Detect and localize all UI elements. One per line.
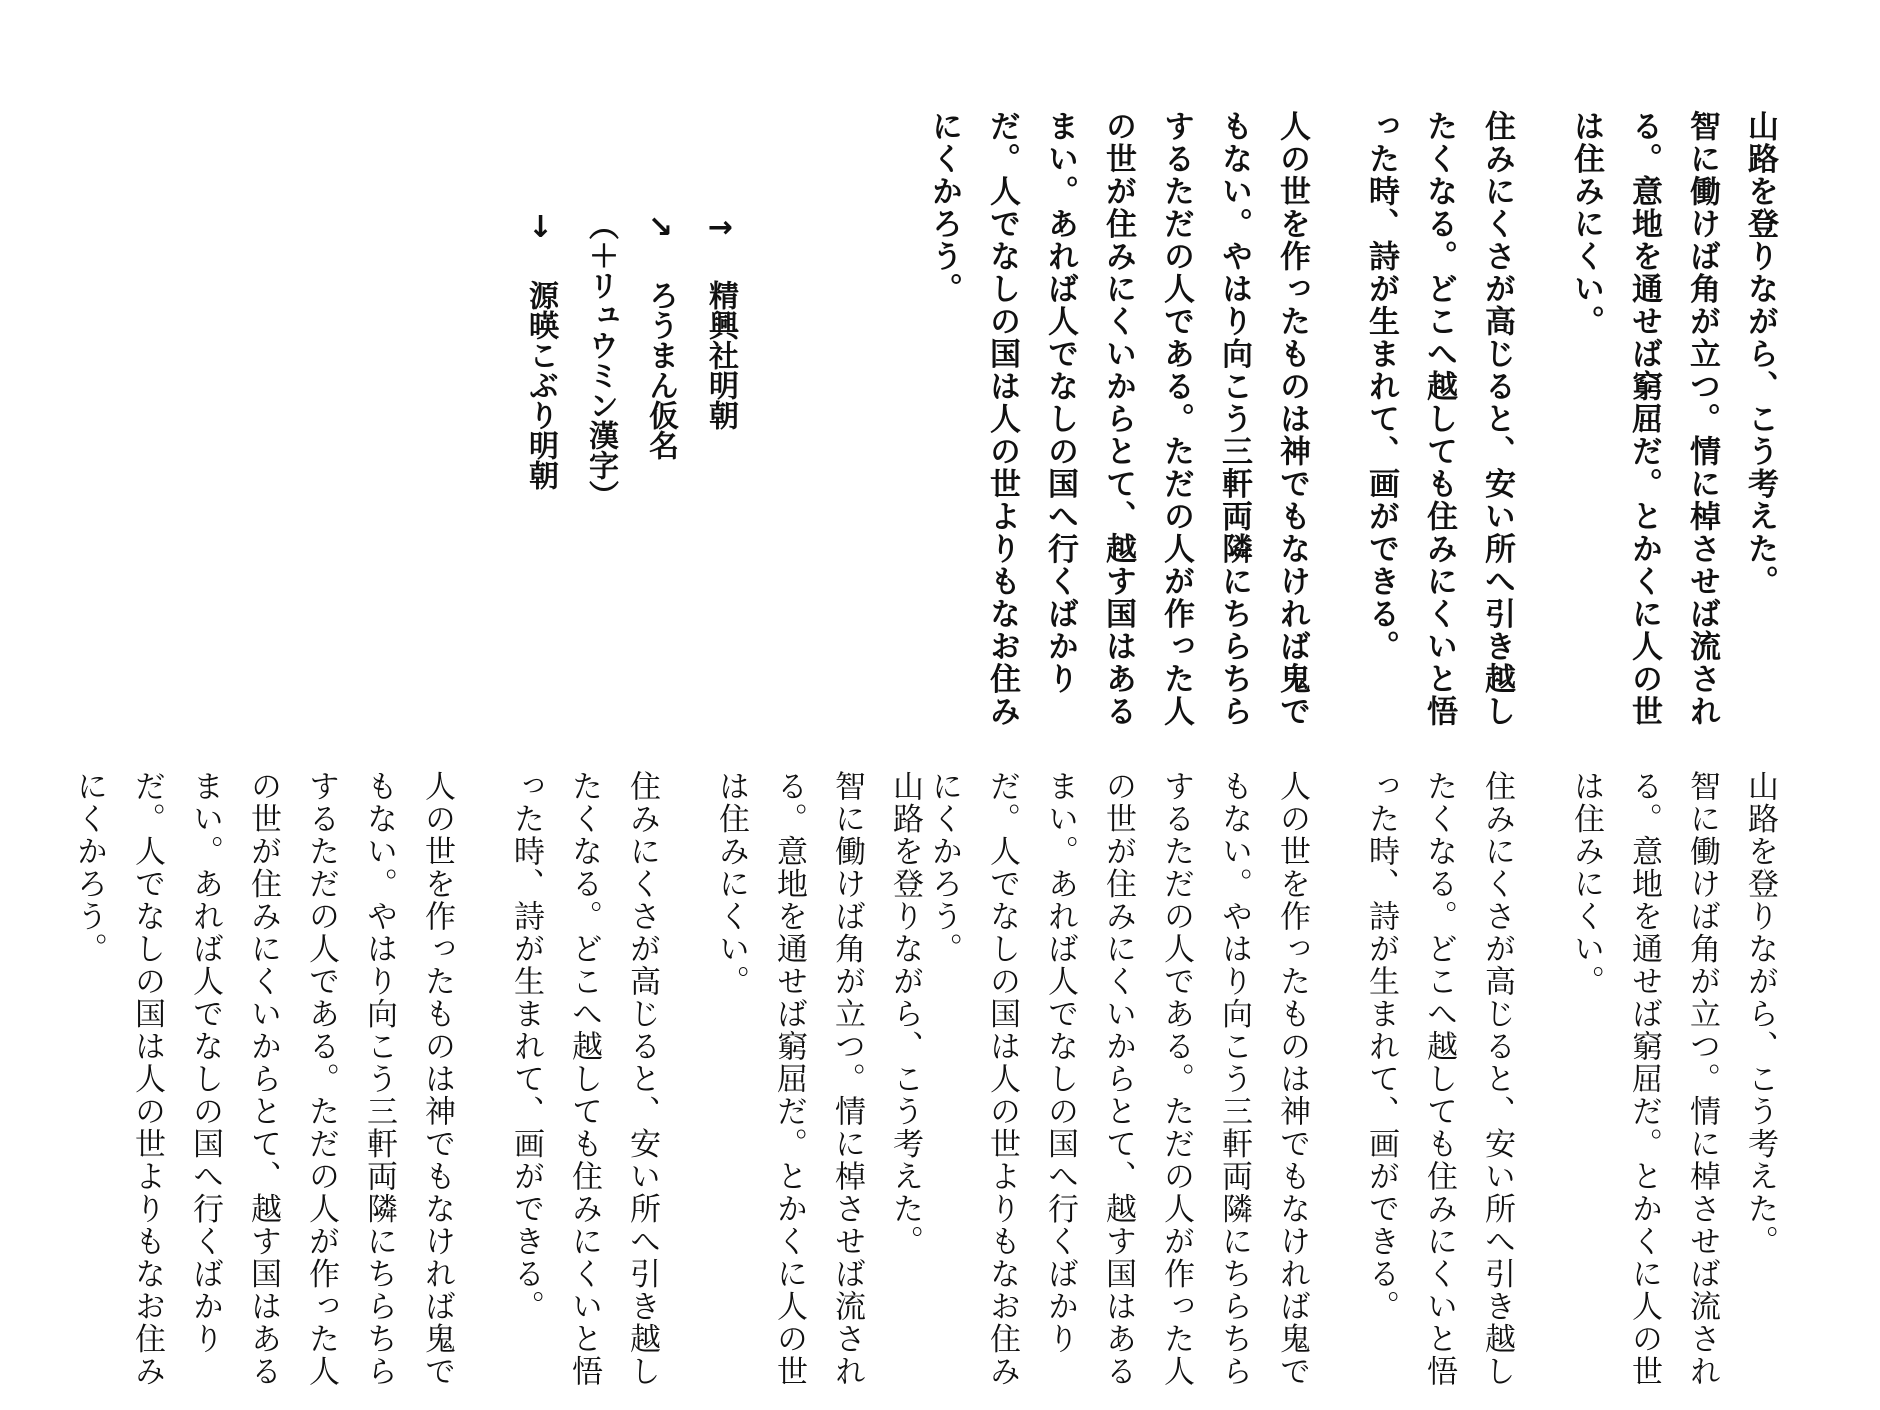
label-genei-koburi-mincho: ↓ 源暎こぶり明朝	[523, 210, 558, 490]
passage-paragraph-2: 住みにくさが高じると、安い所へ引き越したくなる。どこへ越しても住みにくいと悟った時、詩が生まれて、画ができる。	[1363, 110, 1515, 728]
specimen-genei-koburi-mincho	[60, 770, 965, 1410]
passage-paragraph-1: 智に働けば角が立つ。情に棹させば流される。意地を通せば窮屈だ。とかくに人の世は住みにくい。	[1568, 770, 1720, 1388]
label-ryumin-kanji: （＋リュウミン漢字）	[583, 210, 618, 510]
specimen-roman-kana	[915, 770, 1820, 1410]
passage-paragraph-3: 人の世を作ったものは神でもなければ鬼でもない。やはり向こう三軒両隣にちらちらするただの人である。ただの人が作った人の世が住みにくいからとて、越す国はあるまい。あれば人でなしの国へ行くばかりだ。人でなしの国は人の世よりもなお住みにくかろう。	[926, 110, 1310, 728]
passage-title-line: 山路を登りながら、こう考えた。	[888, 770, 923, 1258]
passage-title-line: 山路を登りながら、こう考えた。	[1742, 770, 1778, 1258]
passage-paragraph-1: 智に働けば角が立つ。情に棹させば流される。意地を通せば窮屈だ。とかくに人の世は住みにくい。	[714, 770, 865, 1388]
label-seikosha-mincho: → 精興社明朝	[703, 210, 738, 430]
passage-paragraph-1: 智に働けば角が立つ。情に棹させば流される。意地を通せば窮屈だ。とかくに人の世は住みにくい。	[1568, 110, 1720, 728]
passage-paragraph-2: 住みにくさが高じると、安い所へ引き越したくなる。どこへ越しても住みにくいと悟った時、詩が生まれて、画ができる。	[1363, 770, 1515, 1388]
font-labels	[510, 210, 750, 630]
specimen-seikosha-mincho	[915, 110, 1820, 750]
label-roman-kana: ↘ ろうまん仮名	[643, 210, 678, 460]
passage-title-line: 山路を登りながら、こう考えた。	[1742, 110, 1778, 598]
passage-paragraph-2: 住みにくさが高じると、安い所へ引き越したくなる。どこへ越しても住みにくいと悟った時、詩が生まれて、画ができる。	[509, 770, 660, 1388]
passage-paragraph-3: 人の世を作ったものは神でもなければ鬼でもない。やはり向こう三軒両隣にちらちらするただの人である。ただの人が作った人の世が住みにくいからとて、越す国はあるまい。あれば人でなしの国へ行くばかりだ。人でなしの国は人の世よりもなお住みにくかろう。	[72, 770, 455, 1388]
passage-paragraph-3: 人の世を作ったものは神でもなければ鬼でもない。やはり向こう三軒両隣にちらちらするただの人である。ただの人が作った人の世が住みにくいからとて、越す国はあるまい。あれば人でなしの国へ行くばかりだ。人でなしの国は人の世よりもなお住みにくかろう。	[926, 770, 1310, 1388]
